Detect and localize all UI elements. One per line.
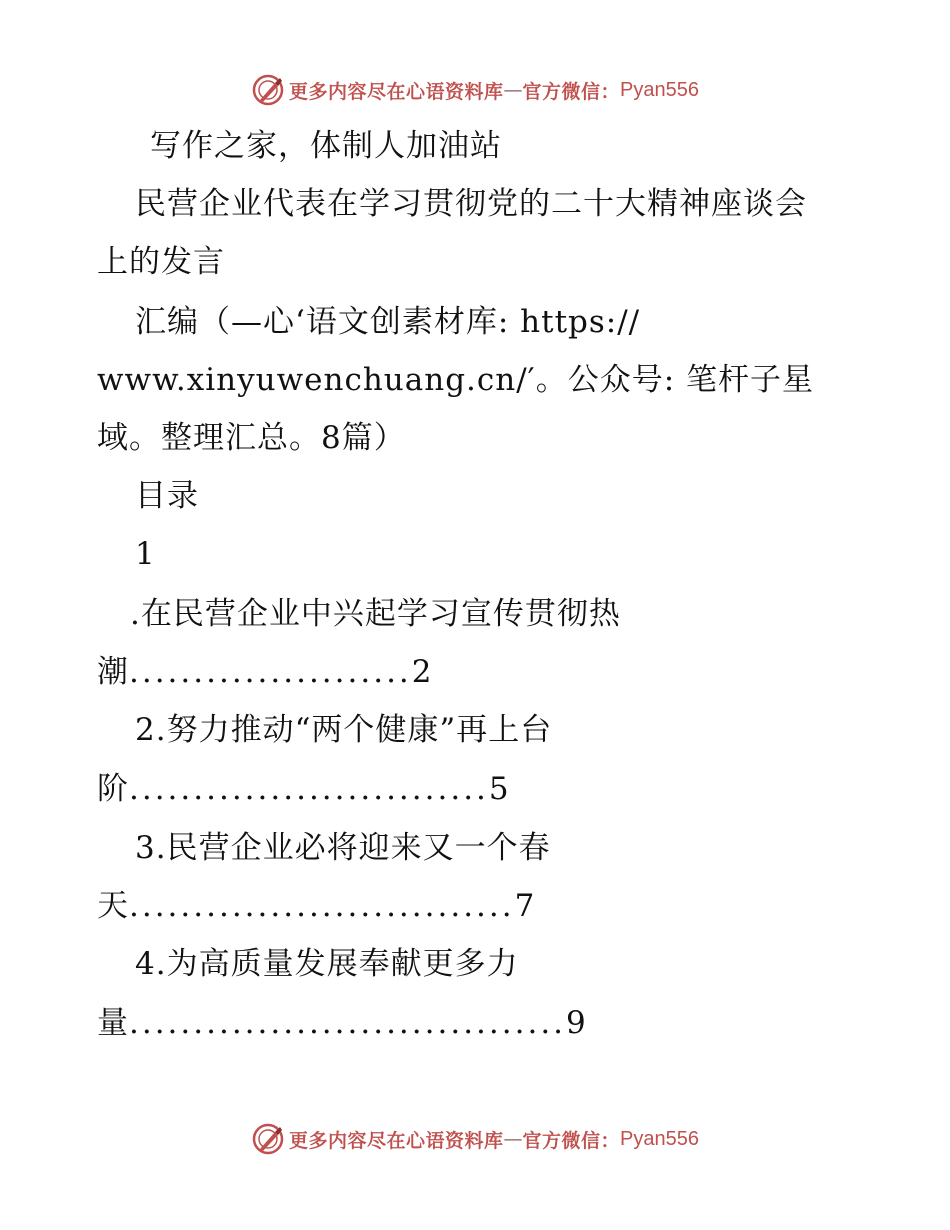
banner-wechat-label: 官方微信： [522,1129,621,1152]
compile-note-line3: 域。整理汇总。8篇） [97,420,406,456]
pen-logo-icon [251,73,285,107]
banner-wechat-id: Pyan556 [620,78,699,101]
toc-number-1: 1 [135,536,156,572]
toc-entry-3-title: 3.民营企业必将迎来又一个春 [135,830,551,866]
toc-entry-1-page-line [97,652,433,692]
toc-entry-4-title: 4.为高质量发展奉献更多力 [135,946,519,982]
site-name: 写作之家，体制人加油站 [150,128,502,164]
banner-title: 更多内容尽在心语资料库 [289,1129,504,1152]
compile-note-line1: 汇编（—心‘语文创素材库: https:// [135,304,641,340]
banner-dash: — [503,79,523,101]
toc-leader-dots: .............................. [129,888,515,924]
footer-banner [0,1119,950,1159]
toc-entry-tail: 天 [97,888,129,924]
toc-leader-dots: ............................ [129,771,489,807]
document-title-line1: 民营企业代表在学习贯彻党的二十大精神座谈会 [135,186,807,222]
toc-heading: 目录 [135,478,199,514]
toc-entry-tail: 潮 [97,654,129,690]
toc-entry-1-title: .在民营企业中兴起学习宣传贯彻热 [130,596,621,632]
toc-leader-dots: ...................... [129,654,412,690]
toc-entry-2-title: 2.努力推动“两个健康”再上台 [135,712,553,748]
toc-entry-4-page-line [97,1003,587,1043]
pen-logo-icon [251,1122,285,1156]
header-banner [0,70,950,110]
toc-page-number: 2 [411,654,433,690]
banner-wechat-id: Pyan556 [620,1127,699,1150]
banner-title: 更多内容尽在心语资料库 [289,80,504,103]
toc-entry-tail: 阶 [97,771,129,807]
banner-dash: — [503,1128,523,1150]
toc-page-number: 9 [566,1005,587,1041]
toc-page-number: 5 [488,771,510,807]
toc-entry-2-page-line [97,769,510,809]
banner-wechat-label: 官方微信： [522,80,621,103]
toc-entry-tail: 量 [97,1005,129,1041]
toc-entry-3-page-line [97,886,535,926]
toc-page-number: 7 [514,888,536,924]
document-title-line2: 上的发言 [97,244,225,280]
compile-note-line2: www.xinyuwenchuang.cn/′。公众号: 笔杆子星 [97,362,815,398]
toc-leader-dots: .................................. [129,1005,567,1041]
